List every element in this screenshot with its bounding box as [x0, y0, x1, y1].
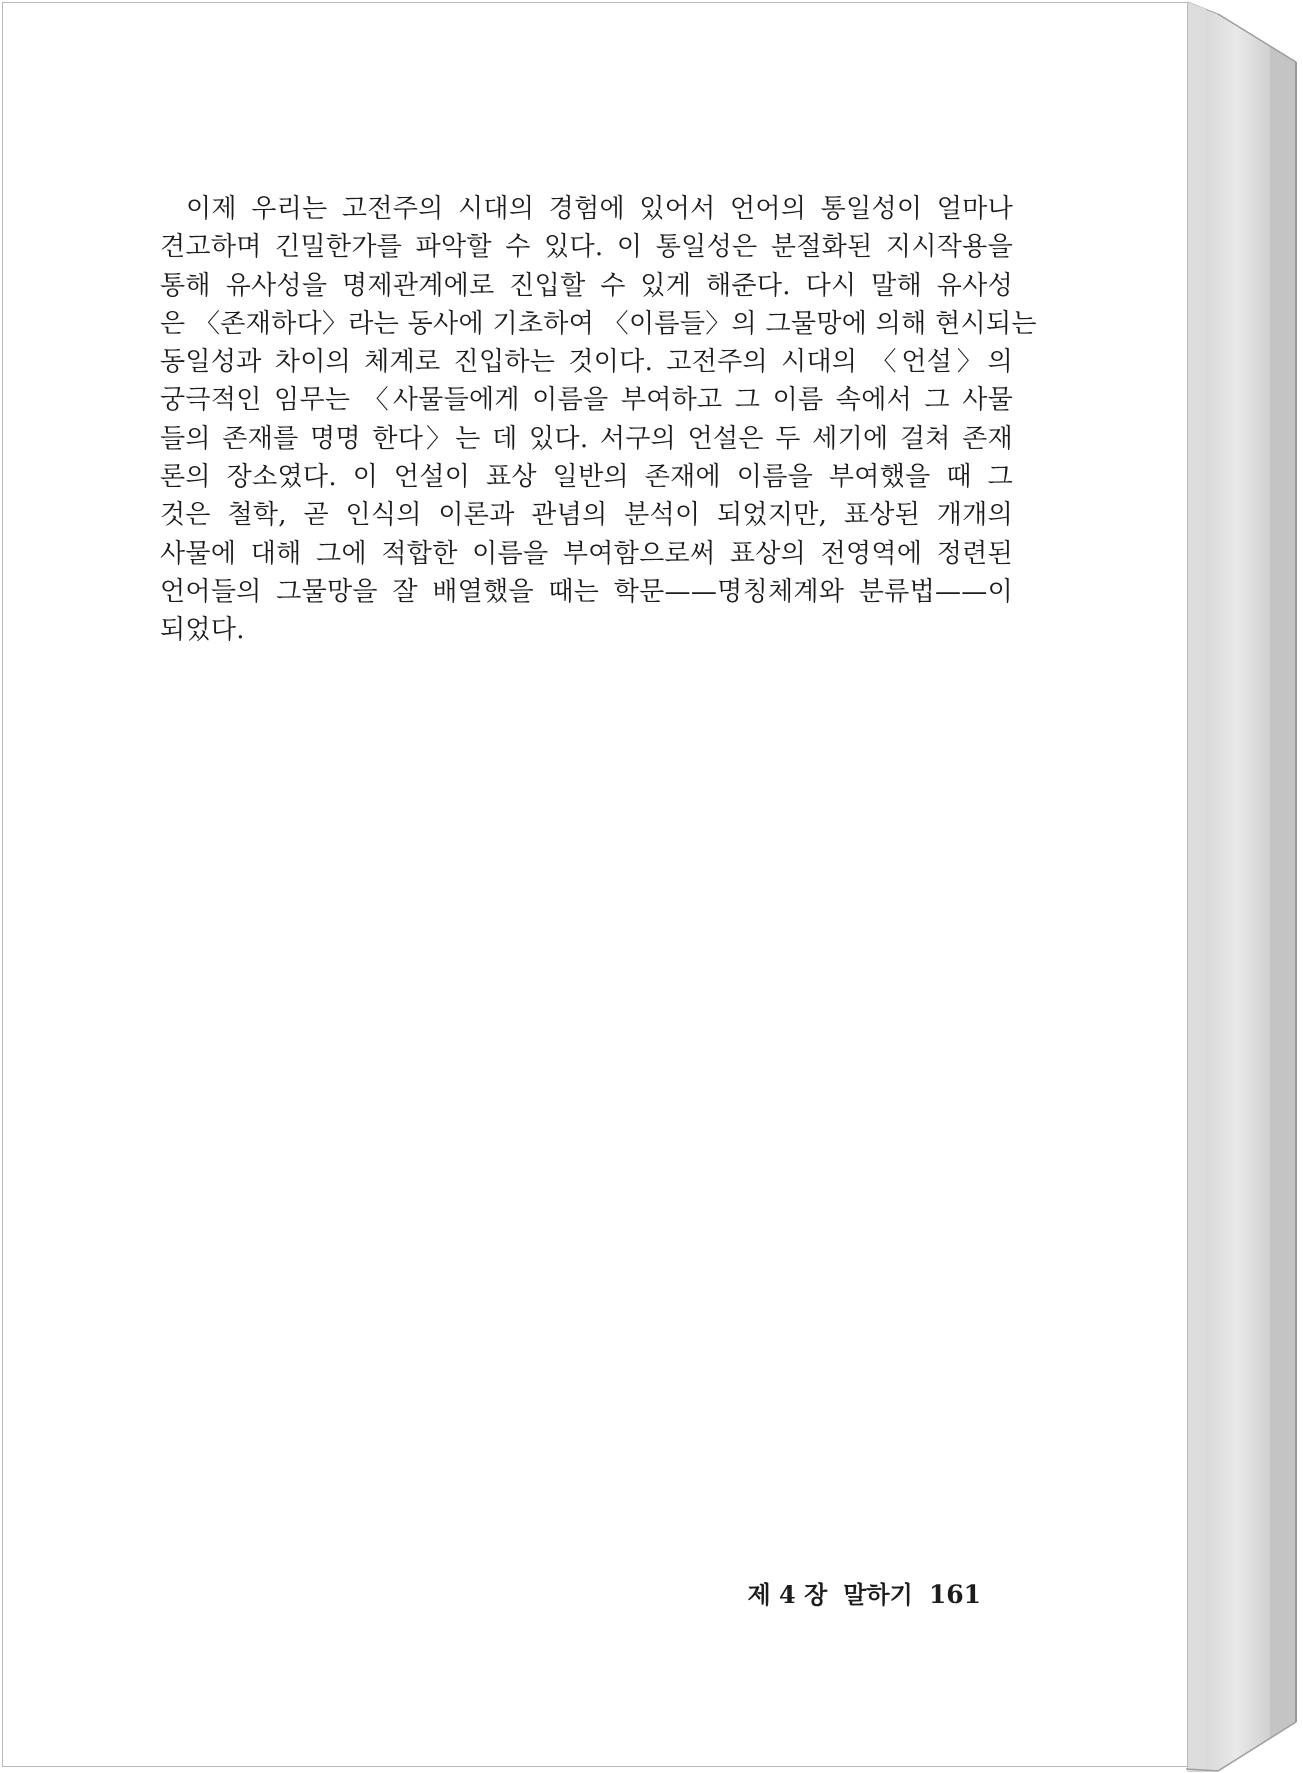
body-paragraph: [160, 190, 1037, 650]
chapter-label: 제 4 장: [747, 1580, 828, 1609]
chapter-title: 말하기: [843, 1580, 913, 1609]
paragraph-line: 되었다.: [160, 615, 245, 646]
paragraph-line: 론의 장소였다. 이 언설이 표상 일반의 존재에 이름을 부여했을 때 그: [160, 462, 1013, 493]
page-footer: [747, 1575, 981, 1615]
paragraph-line: 들의 존재를 명명 한다〉는 데 있다. 서구의 언설은 두 세기에 걸쳐 존재: [160, 423, 1013, 454]
paragraph-line: 동일성과 차이의 체계로 진입하는 것이다. 고전주의 시대의 〈언설〉의: [160, 347, 1013, 378]
paragraph-line: 이제 우리는 고전주의 시대의 경험에 있어서 언어의 통일성이 얼마나: [186, 194, 1013, 224]
paragraph-line: 언어들의 그물망을 잘 배열했을 때는 학문——명칭체계와 분류법——이: [160, 576, 1013, 607]
paragraph-line: 궁극적인 임무는 〈사물들에게 이름을 부여하고 그 이름 속에서 그 사물: [160, 385, 1013, 416]
paragraph-line: 것은 철학, 곧 인식의 이론과 관념의 분석이 되었지만, 표상된 개개의: [160, 500, 1013, 531]
paragraph-line: 은 〈존재하다〉라는 동사에 기초하여 〈이름들〉의 그물망에 의해 현시되는: [160, 308, 1037, 339]
paragraph-line: 통해 유사성을 명제관계에로 진입할 수 있게 해준다. 다시 말해 유사성: [160, 270, 1013, 301]
page-number: 161: [928, 1580, 981, 1609]
paragraph-line: 견고하며 긴밀한가를 파악할 수 있다. 이 통일성은 분절화된 지시작용을: [160, 232, 1013, 263]
paragraph-line: 사물에 대해 그에 적합한 이름을 부여함으로써 표상의 전영역에 정련된: [160, 538, 1013, 569]
book-page: [2, 2, 1188, 1767]
